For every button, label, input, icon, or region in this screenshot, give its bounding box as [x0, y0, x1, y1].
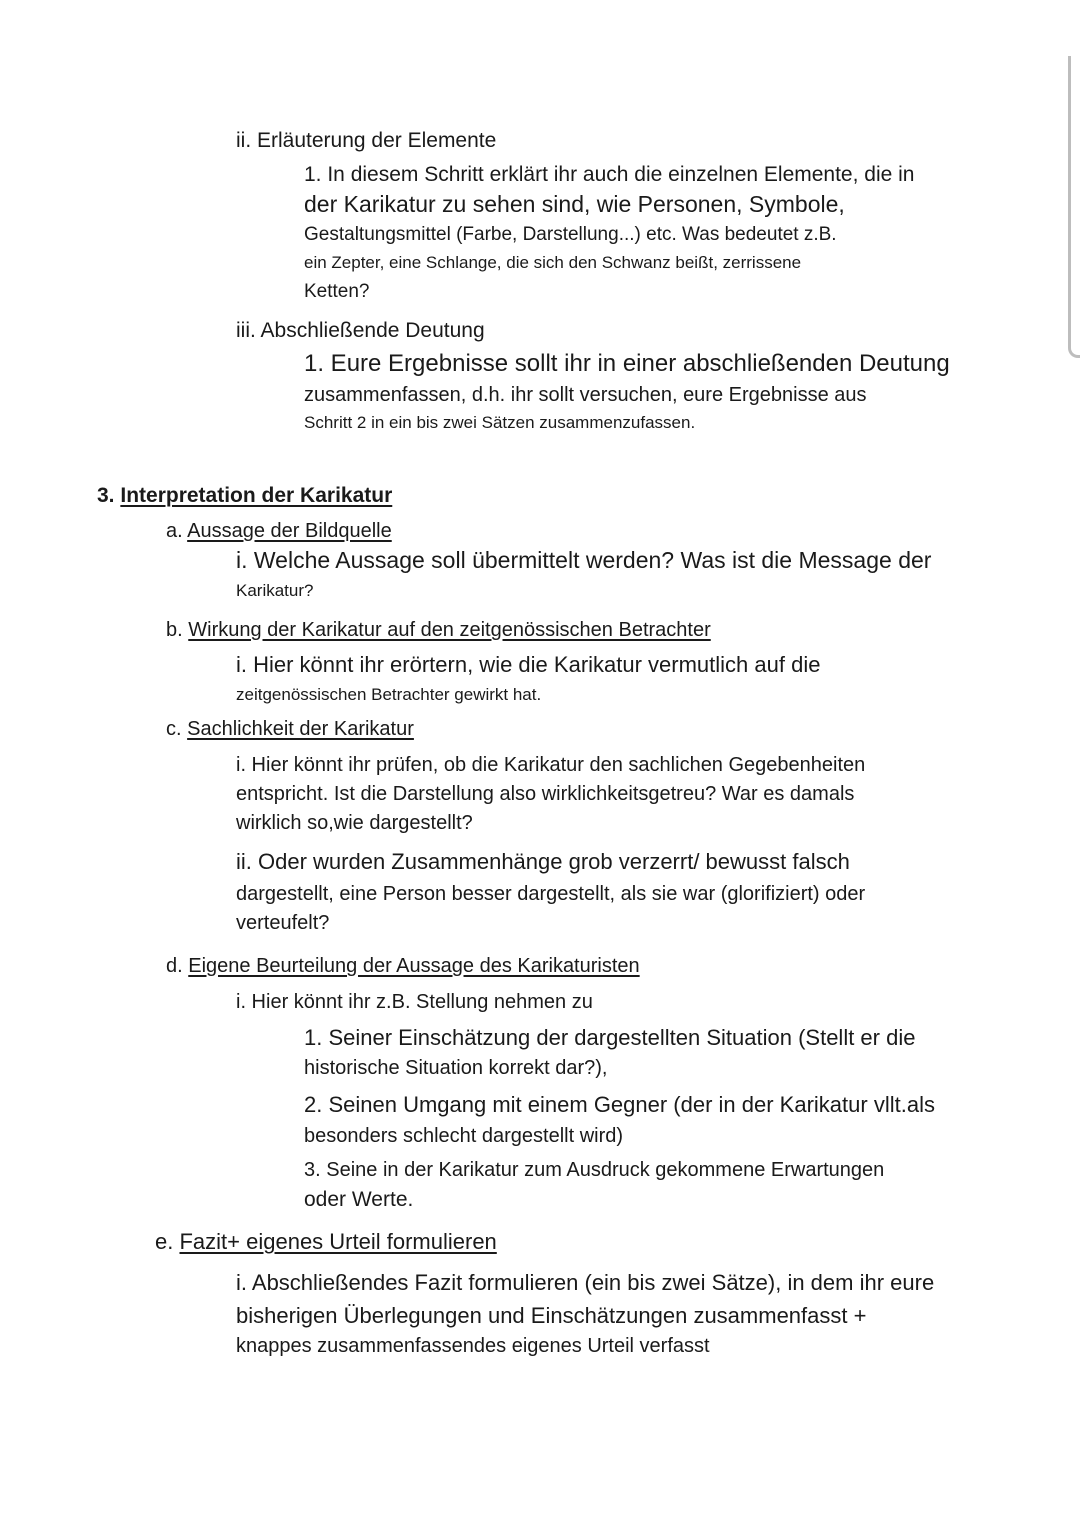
subsection-b-text-line: zeitgenössischen Betrachter gewirkt hat.: [236, 685, 542, 704]
item-ii-text-line: ein Zepter, eine Schlange, die sich den Schwanz beißt, zerrissene: [304, 253, 802, 272]
subsection-d-p3-text-line: oder Werte.: [304, 1188, 414, 1211]
section-3-title: Interpretation der Karikatur: [120, 484, 393, 507]
item-ii-text-line: Gestaltungsmittel (Farbe, Darstellung...) etc. Was bedeutet z.B.: [304, 224, 837, 245]
subsection-a-text-line: Karikatur?: [236, 581, 314, 600]
subsection-d-heading: [166, 956, 640, 976]
subsection-b-title: Wirkung der Karikatur auf den zeitgenössischen Betrachter: [188, 619, 711, 641]
subsection-c-i-text-line: i. Hier könnt ihr prüfen, ob die Karikatur den sachlichen Gegebenheiten: [236, 754, 866, 776]
item-ii-text-line: der Karikatur zu sehen sind, wie Personen, Symbole,: [304, 191, 845, 217]
subsection-a-letter: a.: [166, 520, 183, 542]
subsection-d-i-text: i. Hier könnt ihr z.B. Stellung nehmen zu: [236, 991, 593, 1013]
item-iii-label: iii. Abschließende Deutung: [236, 319, 485, 342]
subsection-d-p1-text-line: 1. Seiner Einschätzung der dargestellten Situation (Stellt er die: [304, 1025, 916, 1050]
section-3-heading: [97, 485, 392, 506]
subsection-d-letter: d.: [166, 955, 183, 977]
subsection-d-title: Eigene Beurteilung der Aussage des Karikaturisten: [188, 955, 640, 977]
subsection-b-text-line: i. Hier könnt ihr erörtern, wie die Karikatur vermutlich auf die: [236, 652, 821, 677]
item-ii-text-line: Ketten?: [304, 281, 370, 302]
subsection-c-heading: [166, 719, 414, 739]
subsection-d-p3-text-line: 3. Seine in der Karikatur zum Ausdruck gekommene Erwartungen: [304, 1159, 885, 1181]
item-ii-text-line: 1. In diesem Schritt erklärt ihr auch die einzelnen Elemente, die in: [304, 163, 915, 186]
subsection-d-p2-text-line: besonders schlecht dargestellt wird): [304, 1125, 624, 1147]
item-ii-label: ii. Erläuterung der Elemente: [236, 129, 497, 152]
subsection-d-p1-text-line: historische Situation korrekt dar?),: [304, 1057, 608, 1079]
subsection-e-letter: e.: [155, 1229, 174, 1254]
section-3-number: 3.: [97, 484, 115, 507]
subsection-c-letter: c.: [166, 718, 182, 740]
subsection-e-text-line: bisherigen Überlegungen und Einschätzungen zusammenfasst +: [236, 1303, 867, 1328]
item-iii-text-line: zusammenfassen, d.h. ihr sollt versuchen, eure Ergebnisse aus: [304, 384, 867, 406]
subsection-e-heading: [155, 1231, 497, 1253]
item-iii-text-line: 1. Eure Ergebnisse sollt ihr in einer abschließenden Deutung: [304, 350, 950, 377]
subsection-c-i-text-line: wirklich so,wie dargestellt?: [236, 812, 473, 834]
subsection-a-heading: [166, 521, 392, 541]
subsection-c-i-text-line: entspricht. Ist die Darstellung also wirklichkeitsgetreu? War es damals: [236, 783, 855, 805]
subsection-c-ii-text-line: verteufelt?: [236, 912, 330, 934]
subsection-b-heading: [166, 620, 711, 640]
subsection-e-title: Fazit+ eigenes Urteil formulieren: [179, 1229, 497, 1254]
scrollbar[interactable]: [1068, 56, 1080, 358]
subsection-e-text-line: i. Abschließendes Fazit formulieren (ein bis zwei Sätze), in dem ihr eure: [236, 1270, 935, 1295]
subsection-c-ii-text-line: ii. Oder wurden Zusammenhänge grob verzerrt/ bewusst falsch: [236, 849, 850, 874]
subsection-d-p2-text-line: 2. Seinen Umgang mit einem Gegner (der in der Karikatur vllt.als: [304, 1092, 935, 1117]
subsection-c-ii-text-line: dargestellt, eine Person besser dargestellt, als sie war (glorifiziert) oder: [236, 883, 866, 905]
subsection-a-text-line: i. Welche Aussage soll übermittelt werden? Was ist die Message der: [236, 547, 932, 573]
subsection-e-text-line: knappes zusammenfassendes eigenes Urteil verfasst: [236, 1335, 710, 1357]
subsection-c-title: Sachlichkeit der Karikatur: [187, 718, 414, 740]
item-iii-text-line: Schritt 2 in ein bis zwei Sätzen zusammenzufassen.: [304, 413, 696, 432]
subsection-a-title: Aussage der Bildquelle: [187, 520, 392, 542]
subsection-b-letter: b.: [166, 619, 183, 641]
